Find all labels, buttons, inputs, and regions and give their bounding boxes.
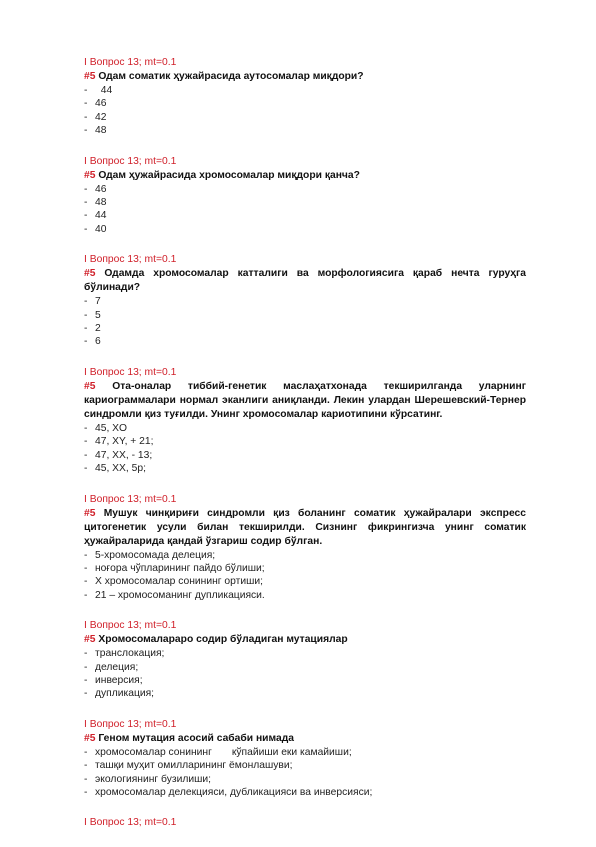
question-number: #5	[84, 732, 96, 744]
answer-option	[84, 661, 526, 674]
option-bullet: -	[84, 336, 88, 348]
option-text: хромосомалар сонининг кўпайиши еки камайиши;	[95, 746, 352, 758]
question-text: Геном мутация асосий сабаби нимада	[98, 732, 294, 744]
option-text: 2	[95, 323, 101, 335]
option-text: 7	[95, 296, 101, 308]
question-line	[84, 732, 526, 746]
option-text: 21 – хромосоманинг дупликацияси.	[95, 589, 265, 601]
question-block	[84, 366, 526, 476]
answer-option	[84, 589, 526, 602]
question-line	[84, 267, 526, 295]
option-bullet: -	[84, 323, 88, 335]
option-text: 47, XY, + 21;	[95, 436, 154, 448]
question-number: #5	[84, 380, 96, 392]
question-header: I Вопрос 13; mt=0.1	[84, 493, 177, 505]
question-header: I Вопрос 13; mt=0.1	[84, 57, 177, 68]
question-block	[84, 253, 526, 349]
option-bullet: -	[84, 309, 88, 321]
option-text: Х хромосомалар сонининг ортиши;	[95, 576, 263, 588]
option-text: инверсия;	[95, 674, 143, 686]
answer-option	[84, 335, 526, 348]
option-text: 5-хромосомада делеция;	[95, 549, 216, 561]
question-header: I Вопрос 13; mt=0.1	[84, 817, 177, 829]
answer-option	[84, 462, 526, 475]
option-bullet: -	[84, 223, 88, 235]
question-text: Одам ҳужайрасида хромосомалар миқдори қанча?	[98, 169, 360, 181]
option-text: дупликация;	[95, 688, 155, 700]
option-bullet: -	[84, 549, 88, 561]
question-line	[84, 70, 526, 84]
question-text: Одам соматик ҳужайрасида аутосомалар миқдори?	[98, 71, 364, 82]
option-text: транслокация;	[95, 648, 165, 660]
question-block	[84, 718, 526, 800]
option-bullet: -	[84, 786, 88, 798]
option-bullet: -	[84, 688, 88, 700]
answer-option	[84, 687, 526, 700]
option-bullet: -	[84, 296, 88, 308]
option-text: 44	[95, 210, 107, 222]
option-bullet: -	[84, 449, 88, 461]
option-bullet: -	[84, 648, 88, 660]
option-text: 42	[95, 111, 107, 123]
question-block	[84, 619, 526, 701]
question-header: I Вопрос 13; mt=0.1	[84, 155, 177, 167]
question-header: I Вопрос 13; mt=0.1	[84, 254, 177, 266]
option-text: ноғора чўпларининг пайдо бўлиши;	[95, 562, 265, 574]
option-bullet: -	[84, 661, 88, 673]
question-line	[84, 507, 526, 549]
answer-option	[84, 111, 526, 124]
question-number: #5	[84, 71, 96, 82]
question-number: #5	[84, 507, 96, 519]
option-bullet: -	[84, 85, 88, 96]
option-text: хромосомалар делекцияси, дубликацияси ва инверсияси;	[95, 786, 373, 798]
option-bullet: -	[84, 463, 88, 475]
answer-option	[84, 422, 526, 435]
option-text: 45, XO	[95, 422, 128, 434]
question-line	[84, 380, 526, 422]
option-text: 44	[95, 85, 113, 96]
answer-option	[84, 575, 526, 588]
option-bullet: -	[84, 576, 88, 588]
answer-option	[84, 786, 526, 799]
question-text: Ота-оналар тиббий-генетик маслаҳатхонада текширилганда уларнинг кариограммалари нормал эканлиги аниқланди. Лекин улардан Шерешевский-Тернер синдромли қиз туғилди. Унинг хромосомалар кариотипини кўрсатинг.	[84, 380, 526, 420]
option-bullet: -	[84, 98, 88, 110]
option-text: 46	[95, 98, 107, 110]
option-bullet: -	[84, 436, 88, 448]
answer-option	[84, 223, 526, 236]
answer-option	[84, 309, 526, 322]
question-header: I Вопрос 13; mt=0.1	[84, 620, 177, 632]
question-number: #5	[84, 634, 96, 646]
answer-option	[84, 124, 526, 137]
question-line	[84, 633, 526, 647]
answer-option	[84, 295, 526, 308]
answer-option	[84, 746, 526, 759]
option-bullet: -	[84, 422, 88, 434]
option-text: 46	[95, 183, 107, 195]
question-header: I Вопрос 13; mt=0.1	[84, 366, 177, 378]
option-bullet: -	[84, 760, 88, 772]
option-bullet: -	[84, 773, 88, 785]
option-bullet: -	[84, 183, 88, 195]
question-text: Мушук чинқириғи синдромли қиз боланинг соматик ҳужайралари экспресс цитогенетик усули билан текширилди. Сизнинг фикрингизча унинг соматик ҳужайраларида қандай ўзгариш содир бўлган.	[84, 507, 526, 547]
option-text: 48	[95, 197, 107, 209]
answer-option	[84, 549, 526, 562]
option-text: ташқи муҳит омилларининг ёмонлашуви;	[95, 760, 293, 772]
option-text: делеция;	[95, 661, 139, 673]
answer-option	[84, 183, 526, 196]
option-text: 5	[95, 309, 101, 321]
question-block	[84, 493, 526, 603]
answer-option	[84, 196, 526, 209]
option-bullet: -	[84, 111, 88, 123]
answer-option	[84, 562, 526, 575]
answer-option	[84, 449, 526, 462]
option-bullet: -	[84, 562, 88, 574]
question-block	[84, 155, 526, 237]
option-text: 47, XX, - 13;	[95, 449, 153, 461]
question-block	[84, 56, 526, 138]
option-bullet: -	[84, 197, 88, 209]
question-block	[84, 816, 526, 830]
option-bullet: -	[84, 210, 88, 222]
question-text: Хромосомалараро содир бўладиган мутациялар	[98, 634, 348, 646]
question-number: #5	[84, 169, 96, 181]
answer-option	[84, 209, 526, 222]
question-line	[84, 169, 526, 183]
answer-option	[84, 773, 526, 786]
answer-option	[84, 674, 526, 687]
question-number: #5	[84, 268, 96, 280]
answer-option	[84, 759, 526, 772]
option-bullet: -	[84, 674, 88, 686]
option-text: 45, XX, 5p;	[95, 463, 146, 475]
answer-option	[84, 97, 526, 110]
option-text: 6	[95, 336, 101, 348]
question-list	[84, 56, 526, 847]
option-text: экологиянинг бузилиши;	[95, 773, 211, 785]
option-bullet: -	[84, 746, 88, 758]
answer-option	[84, 322, 526, 335]
option-text: 40	[95, 223, 107, 235]
answer-option	[84, 647, 526, 660]
answer-option	[84, 84, 526, 97]
option-bullet: -	[84, 589, 88, 601]
answer-option	[84, 435, 526, 448]
question-text: Одамда хромосомалар катталиги ва морфологиясига қараб нечта гуруҳга бўлинади?	[84, 268, 526, 294]
option-text: 48	[95, 125, 107, 137]
option-bullet: -	[84, 125, 88, 137]
question-header: I Вопрос 13; mt=0.1	[84, 718, 177, 730]
